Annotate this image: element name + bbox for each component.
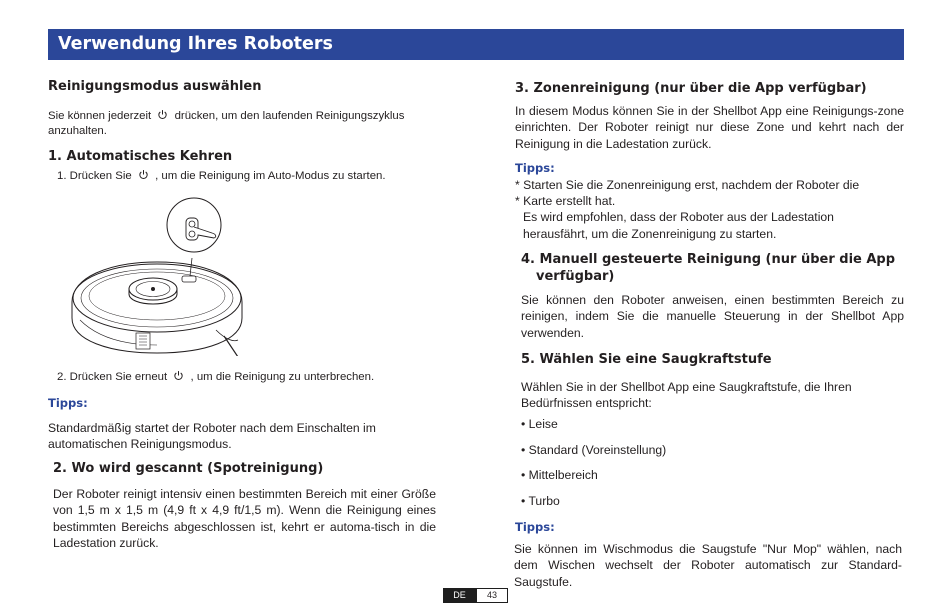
tips3-item3-line2: herausfährt, um die Zonenreinigung zu starten.: [523, 227, 777, 241]
suction-level-label: Mittelbereich: [528, 468, 598, 482]
section2-text: Der Roboter reinigt intensiv einen bestimmten Bereich mit einer Größe von 1,5 m x 1,5 m (4,9 ft x 4,9 ft/1,5 m). Wenn die Reinigung eines bestimmten Bereichs abgeschlossen ist, kehrt er automa-tisch in die Ladestation zurück.: [53, 487, 436, 550]
robot-vacuum-illustration: [66, 190, 248, 356]
mode-select-heading: Reinigungsmodus auswählen: [48, 79, 262, 94]
tips5-text: Sie können im Wischmodus die Saugstufe "Nur Mop" wählen, nach dem Wischen wechselt der Roboter automatisch zur Standard-Saugstufe.: [514, 542, 902, 589]
step2-before: 2. Drücken Sie erneut: [57, 371, 168, 383]
suction-level-item: • Turbo: [521, 494, 560, 508]
page-number: 43: [476, 588, 508, 603]
step1-after: , um die Reinigung im Auto-Modus zu starten.: [155, 170, 386, 182]
section5-intro-line1: Wählen Sie in der Shellbot App eine Saugkraftstufe, die Ihren: [521, 380, 852, 394]
suction-level-label: Leise: [528, 417, 558, 431]
step2: [57, 370, 374, 385]
step1: [57, 169, 386, 184]
section4-title-line1: 4. Manuell gesteuerte Reinigung (nur über die App: [521, 252, 896, 267]
section4-title-line2: verfügbar): [536, 269, 615, 284]
section3-title: 3. Zonenreinigung (nur über die App verfügbar): [515, 81, 867, 96]
tips3-item3-line1: Es wird empfohlen, dass der Roboter aus der Ladestation: [523, 210, 834, 224]
tips-line2: automatischen Reinigungsmodus.: [48, 437, 232, 451]
section4-text: Sie können den Roboter anweisen, einen bestimmten Bereich zu reinigen, indem Sie die manuelle Steuerung in der Shellbot App verwenden.: [521, 293, 904, 340]
suction-level-item: • Standard (Voreinstellung): [521, 443, 667, 457]
suction-level-item: • Leise: [521, 417, 558, 431]
section1-title: 1. Automatisches Kehren: [48, 149, 233, 164]
tips5-label: Tipps:: [515, 520, 555, 534]
power-icon: [138, 169, 149, 180]
tips-label: Tipps:: [48, 396, 88, 410]
section2-title: 2. Wo wird gescannt (Spotreinigung): [53, 461, 324, 476]
section5-intro-line2: Bedürfnissen entspricht:: [521, 396, 652, 410]
step1-before: 1. Drücken Sie: [57, 170, 132, 182]
section3-text: In diesem Modus können Sie in der Shellbot App eine Reinigungs-zone einrichten. Der Roboter reinigt nur diese Zone und kehrt nach der Reinigung in die Ladestation zurück.: [515, 104, 904, 151]
suction-level-label: Standard (Voreinstellung): [528, 443, 667, 457]
tips-line1: Standardmäßig startet der Roboter nach dem Einschalten im: [48, 421, 376, 435]
intro-line2: anzuhalten.: [48, 125, 107, 137]
power-icon: [157, 109, 168, 120]
tips3-item1: * Starten Sie die Zonenreinigung erst, nachdem der Roboter die: [515, 178, 860, 192]
footer-language: DE: [443, 588, 476, 603]
tips3-item2: * Karte erstellt hat.: [515, 194, 616, 208]
suction-level-label: Turbo: [528, 494, 560, 508]
power-icon: [173, 370, 184, 381]
section5-title: 5. Wählen Sie eine Saugkraftstufe: [521, 352, 772, 367]
intro-after: drücken, um den laufenden Reinigungszyklus: [174, 110, 405, 122]
page-title: Verwendung Ihres Roboters: [48, 29, 904, 60]
suction-level-item: • Mittelbereich: [521, 468, 598, 482]
tips3-label: Tipps:: [515, 161, 555, 175]
step2-after: , um die Reinigung zu unterbrechen.: [190, 371, 375, 383]
intro-before: Sie können jederzeit: [48, 110, 152, 122]
intro-line1: [48, 109, 404, 124]
